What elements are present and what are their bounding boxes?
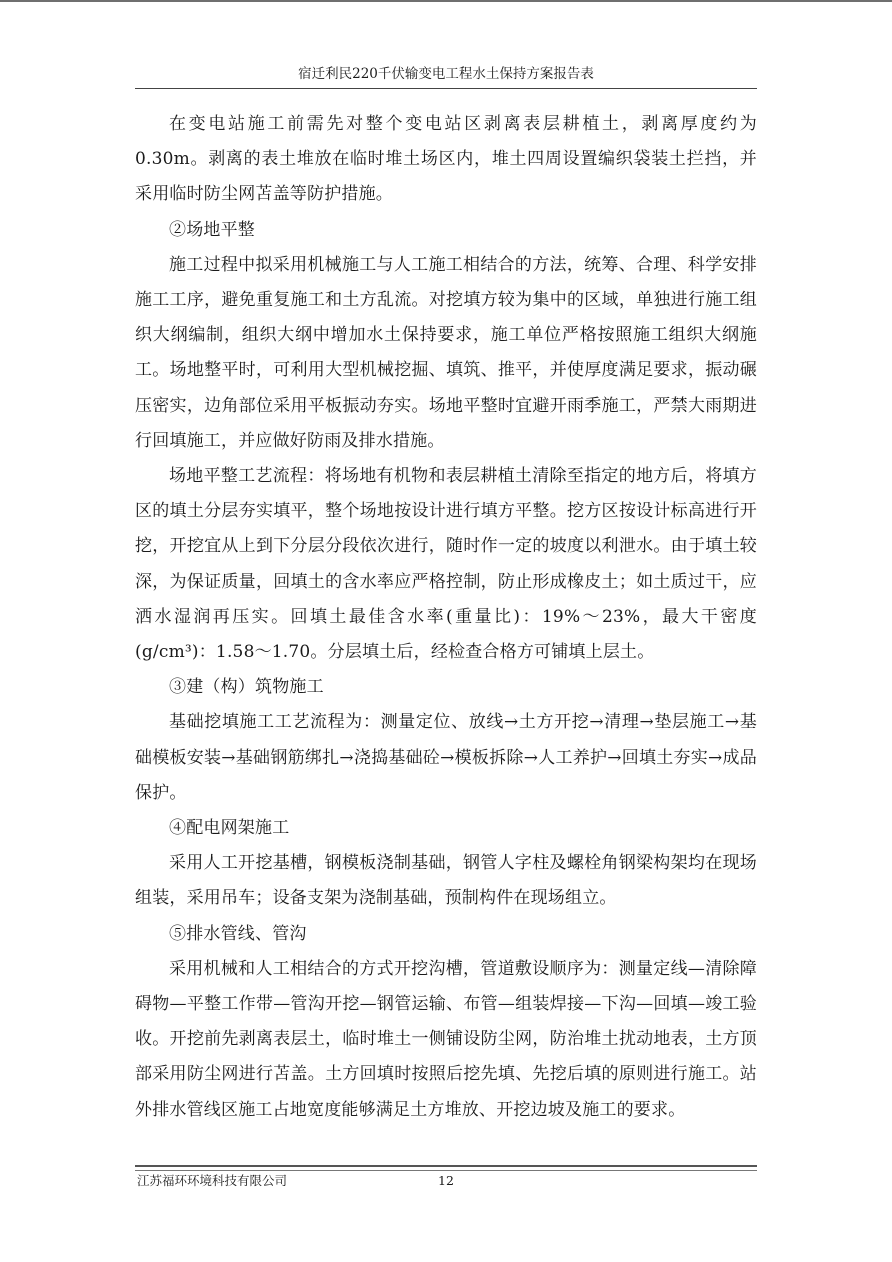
- body-content: [135, 107, 757, 1128]
- paragraph-topsoil-stripping: 在变电站施工前需先对整个变电站区剥离表层耕植土，剥离厚度约为0.30m。剥离的表土堆放在临时堆土场区内，堆土四周设置编织袋装土拦挡，并采用临时防尘网苫盖等防护措施。: [135, 114, 757, 205]
- header-rule: [135, 88, 757, 89]
- heading-building-construction: ③建（构）筑物施工: [169, 677, 324, 698]
- footer-company-name: 江苏福环环境科技有限公司: [137, 1173, 288, 1188]
- paragraph-construction-process: 施工过程中拟采用机械施工与人工施工相结合的方法，统筹、合理、科学安排施工工序，避免重复施工和土方乱流。对挖填方较为集中的区域，单独进行施工组织大纲编制，组织大纲中增加水土保持要求，施工单位严格按照施工组织大纲施工。场地整平时，可利用大型机械挖掘、填筑、推平，并使厚度满足要求，振动碾压密实，边角部位采用平板振动夯实。场地平整时宜避开雨季施工，严禁大雨期进行回填施工，并应做好防雨及排水措施。: [135, 254, 757, 451]
- page-number: 12: [438, 1173, 454, 1188]
- footer-rule-thick: [135, 1165, 757, 1167]
- paragraph-trench-method: 采用机械和人工相结合的方式开挖沟槽，管道敷设顺序为：测量定线—清除障碍物—平整工作带—管沟开挖—钢管运输、布管—组装焊接—下沟—回填—竣工验收。开挖前先剥离表层土，临时堆土一侧铺设防尘网，防治堆土扰动地表，土方顶部采用防尘网进行苫盖。土方回填时按照后挖先填、先挖后填的原则进行施工。站外排水管线区施工占地宽度能够满足土方堆放、开挖边坡及施工的要求。: [135, 958, 757, 1120]
- heading-site-leveling: ②场地平整: [169, 219, 255, 240]
- paragraph-leveling-workflow: 场地平整工艺流程：将场地有机物和表层耕植土清除至指定的地方后，将填方区的填土分层夯实填平，整个场地按设计进行填方平整。挖方区按设计标高进行开挖，开挖宜从上到下分层分段依次进行，随时作一定的坡度以利泄水。由于填土较深，为保证质量，回填土的含水率应严格控制，防止形成橡皮土；如土质过干，应洒水湿润再压实。回填土最佳含水率(重量比)：19%～23%，最大干密度(g/cm³)：1.58～1.70。分层填土后，经检查合格方可铺填上层土。: [135, 466, 757, 663]
- top-edge-rule: [0, 0, 892, 2]
- heading-drainage-pipelines: ⑤排水管线、管沟: [169, 923, 307, 944]
- heading-distribution-framework: ④配电网架施工: [169, 818, 290, 839]
- footer-rule-thin: [135, 1170, 757, 1171]
- paragraph-foundation-workflow: 基础挖填施工工艺流程为：测量定位、放线→土方开挖→清理→垫层施工→基础模板安装→基础钢筋绑扎→浇捣基础砼→模板拆除→人工养护→回填土夯实→成品保护。: [135, 712, 757, 803]
- page-header: 宿迁利民220千伏输变电工程水土保持方案报告表: [298, 66, 594, 82]
- paragraph-framework-method: 采用人工开挖基槽，钢模板浇制基础，钢管人字柱及螺栓角钢梁构架均在现场组装，采用吊车；设备支架为浇制基础，预制构件在现场组立。: [135, 853, 757, 909]
